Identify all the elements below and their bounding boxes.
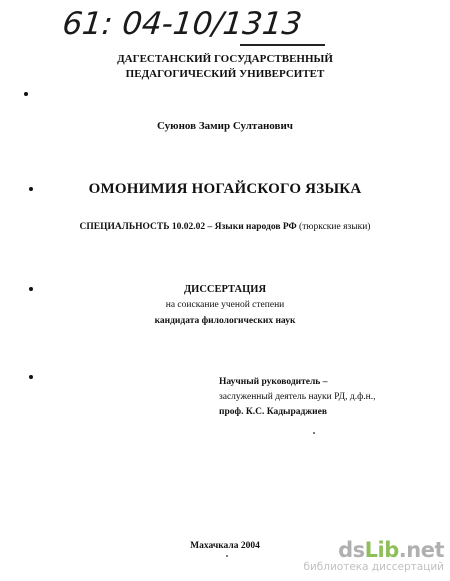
- specialty-extra: (тюркские языки): [299, 222, 371, 232]
- logo-net: .net: [398, 538, 444, 562]
- dslib-watermark: [294, 539, 444, 579]
- logo-lib: Lib: [364, 538, 399, 562]
- dissertation-title: ОМОНИМИЯ НОГАЙСКОГО ЯЗЫКА: [88, 181, 362, 197]
- scan-dot: [29, 287, 33, 291]
- specialty-main: СПЕЦИАЛЬНОСТЬ 10.02.02 – Языки народов РФ: [79, 222, 297, 232]
- logo-ds: ds: [338, 538, 365, 562]
- scan-speck: [226, 555, 228, 557]
- specialty: [0, 222, 450, 232]
- advisor-line-3: проф. К.С. Кадыраджиев: [219, 407, 327, 417]
- dslib-subtitle: библиотека диссертаций: [303, 561, 444, 573]
- university-line-1: ДАГЕСТАНСКИЙ ГОСУДАРСТВЕННЫЙ: [117, 53, 333, 65]
- city-year: Махачкала 2004: [190, 541, 260, 551]
- advisor-line-1: Научный руководитель –: [219, 377, 328, 387]
- advisor-line-2: заслуженный деятель науки РД, д.ф.н.,: [219, 392, 376, 402]
- scan-dot: [24, 92, 28, 96]
- handwritten-underline: [240, 44, 325, 46]
- scan-dot: [29, 187, 33, 191]
- scan-dot: [29, 375, 33, 379]
- author-name: Суюнов Замир Султанович: [157, 120, 293, 132]
- degree-line-1: на соискание ученой степени: [165, 300, 285, 310]
- university-line-2: ПЕДАГОГИЧЕСКИЙ УНИВЕРСИТЕТ: [125, 68, 325, 80]
- scan-speck: [313, 432, 315, 434]
- handwritten-catalog-number: 61: 04-10/1313: [60, 6, 304, 42]
- dslib-logo: [294, 539, 444, 561]
- degree-line-2: кандидата филологических наук: [154, 316, 296, 326]
- dissertation-heading: ДИССЕРТАЦИЯ: [183, 284, 267, 295]
